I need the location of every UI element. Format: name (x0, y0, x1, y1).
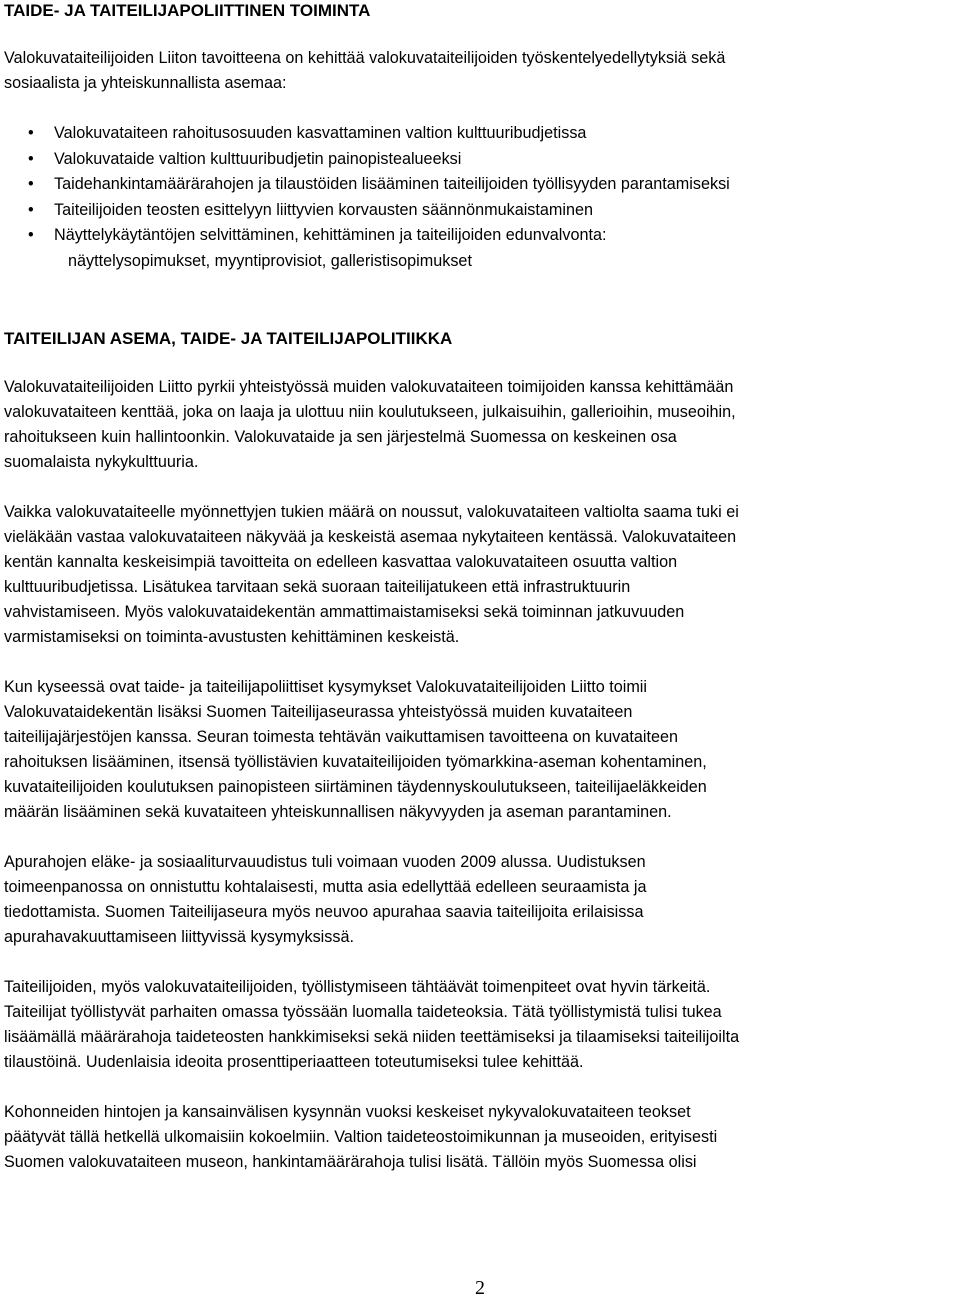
list-item-text: Näyttelykäytäntöjen selvittäminen, kehittäminen ja taiteilijoiden edunvalvonta: (54, 226, 607, 244)
paragraph-line: valokuvataiteen kenttää, joka on laaja ja ulottuu niin koulutukseen, julkaisuihin, gallerioihin, museoihin, (4, 403, 736, 421)
body-paragraph (4, 1100, 717, 1175)
paragraph-line: taiteilijajärjestöjen kanssa. Seuran toimesta tehtävän vaikuttamisen tavoitteena on kuvataiteen (4, 728, 678, 746)
page-number: 2 (475, 1277, 485, 1299)
list-item-text: Taidehankintamäärärahojen ja tilaustöiden lisääminen taiteilijoiden työllisyyden parantamiseksi (54, 175, 730, 193)
paragraph-line: rahoitukseen kuin hallintoonkin. Valokuvataide ja sen järjestelmä Suomessa on keskeinen osa (4, 428, 677, 446)
paragraph-line: Apurahojen eläke- ja sosiaaliturvauudistus tuli voimaan vuoden 2009 alussa. Uudistuksen (4, 853, 646, 871)
paragraph-line: kentän kannalta keskeisimpiä tavoitteita on edelleen kasvattaa valokuvataiteen osuutta valtion (4, 553, 678, 571)
paragraph-line: Vaikka valokuvataiteelle myönnettyjen tukien määrä on noussut, valokuvataiteen valtiolta saama tuki ei (4, 503, 739, 521)
paragraph-line: varmistamiseksi on toiminta-avustusten kehittäminen keskeistä. (4, 628, 460, 646)
paragraph-line: Kohonneiden hintojen ja kansainvälisen kysynnän vuoksi keskeiset nykyvalokuvataiteen teokset (4, 1103, 691, 1121)
bullet-icon: • (28, 124, 34, 142)
paragraph-line: rahoituksen lisääminen, itsensä työllistävien kuvataiteilijoiden työmarkkina-aseman kohentaminen, (4, 753, 707, 771)
paragraph-line: kulttuuribudjetissa. Lisätukea tarvitaan sekä suoraan taiteilijatukeen että infrastruktuurin (4, 578, 631, 596)
paragraph-line: kuvataiteilijoiden koulutuksen painopisteen siirtäminen täydennyskoulutukseen, taiteilijaeläkkeiden (4, 778, 707, 796)
paragraph-line: Valokuvataiteilijoiden Liitto pyrkii yhteistyössä muiden valokuvataiteen toimijoiden kanssa kehittämään (4, 378, 734, 396)
paragraph-line: Kun kyseessä ovat taide- ja taiteilijapoliittiset kysymykset Valokuvataiteilijoiden Liitto toimii (4, 678, 647, 696)
body-paragraph (4, 500, 739, 650)
paragraph-line: Suomen valokuvataiteen museon, hankintamäärärahoja tulisi lisätä. Tällöin myös Suomessa olisi (4, 1153, 697, 1171)
paragraph-line: lisäämällä määrärahoja taideteosten hankkimiseksi sekä niiden teettämiseksi ja tilaamiseksi taiteilijoilta (4, 1028, 740, 1046)
bullet-icon: • (28, 175, 34, 193)
intro-paragraph (4, 46, 725, 96)
paragraph-line: apurahavakuuttamiseen liittyvissä kysymyksissä. (4, 928, 354, 946)
paragraph-line: vieläkään vastaa valokuvataiteen näkyvää ja keskeistä asemaa nykytaiteen kentässä. Valokuvataiteen (4, 528, 737, 546)
paragraph-line: tiedottamista. Suomen Taiteilijaseura myös neuvoo apurahaa saavia taiteilijoita erilaisissa (4, 903, 644, 921)
paragraph-line: määrän lisääminen sekä kuvataiteen yhteiskunnallisen näkyvyyden ja aseman parantaminen. (4, 803, 672, 821)
section-heading-taiteilijan-asema: TAITEILIJAN ASEMA, TAIDE- JA TAITEILIJAPOLITIIKKA (4, 329, 453, 348)
paragraph-line: suomalaista nykykulttuuria. (4, 453, 199, 471)
body-paragraph (4, 375, 736, 475)
paragraph-line: toimeenpanossa on onnistuttu kohtalaisesti, mutta asia edellyttää edelleen seuraamista ja (4, 878, 647, 896)
list-item (26, 223, 730, 274)
list-item-text: Valokuvataide valtion kulttuuribudjetin painopistealueeksi (54, 149, 462, 168)
bullet-icon: • (28, 226, 34, 244)
paragraph-line: sosiaalista ja yhteiskunnallista asemaa: (4, 74, 287, 92)
body-paragraph (4, 675, 707, 825)
paragraph-line: Taiteilijoiden, myös valokuvataiteilijoiden, työllistymiseen tähtäävät toimenpiteet ovat hyvin tärkeitä. (4, 978, 711, 996)
goals-bullet-list (26, 121, 730, 274)
section-heading-taide-ja-taiteilijapoliittinen-toiminta: TAIDE- JA TAITEILIJAPOLIITTINEN TOIMINTA (4, 1, 371, 20)
list-item (26, 198, 730, 224)
paragraph-line: Valokuvataidekentän lisäksi Suomen Taiteilijaseurassa yhteistyössä muiden kuvataiteen (4, 703, 633, 721)
paragraph-line: tilaustöinä. Uudenlaisia ideoita prosenttiperiaatteen toteutumiseksi tulee kehittää. (4, 1053, 584, 1071)
paragraph-line: päätyvät tällä hetkellä ulkomaisiin kokoelmiin. Valtion taideteostoimikunnan ja museoiden, erityisesti (4, 1128, 718, 1146)
body-paragraph (4, 850, 647, 950)
list-item (26, 147, 730, 173)
paragraph-line: vahvistamiseen. Myös valokuvataidekentän ammattimaistamiseksi sekä toiminnan jatkuvuuden (4, 603, 685, 621)
list-item-text: Valokuvataiteen rahoitusosuuden kasvattaminen valtion kulttuuribudjetissa (54, 124, 587, 142)
list-item-text: Taiteilijoiden teosten esittelyyn liittyvien korvausten säännönmukaistaminen (54, 200, 593, 219)
bullet-icon: • (28, 200, 34, 219)
list-item (26, 121, 730, 147)
list-item (26, 172, 730, 198)
body-paragraph (4, 975, 739, 1075)
list-item-continuation: näyttelysopimukset, myyntiprovisiot, galleristisopimukset (68, 251, 472, 270)
paragraph-line: Valokuvataiteilijoiden Liiton tavoitteena on kehittää valokuvataiteilijoiden työskentelyedellytyksiä sekä (4, 49, 726, 67)
paragraph-line: Taiteilijat työllistyvät parhaiten omassa työssään luomalla taideteoksia. Tätä työllistymistä tulisi tukea (4, 1003, 722, 1021)
bullet-icon: • (28, 149, 34, 168)
